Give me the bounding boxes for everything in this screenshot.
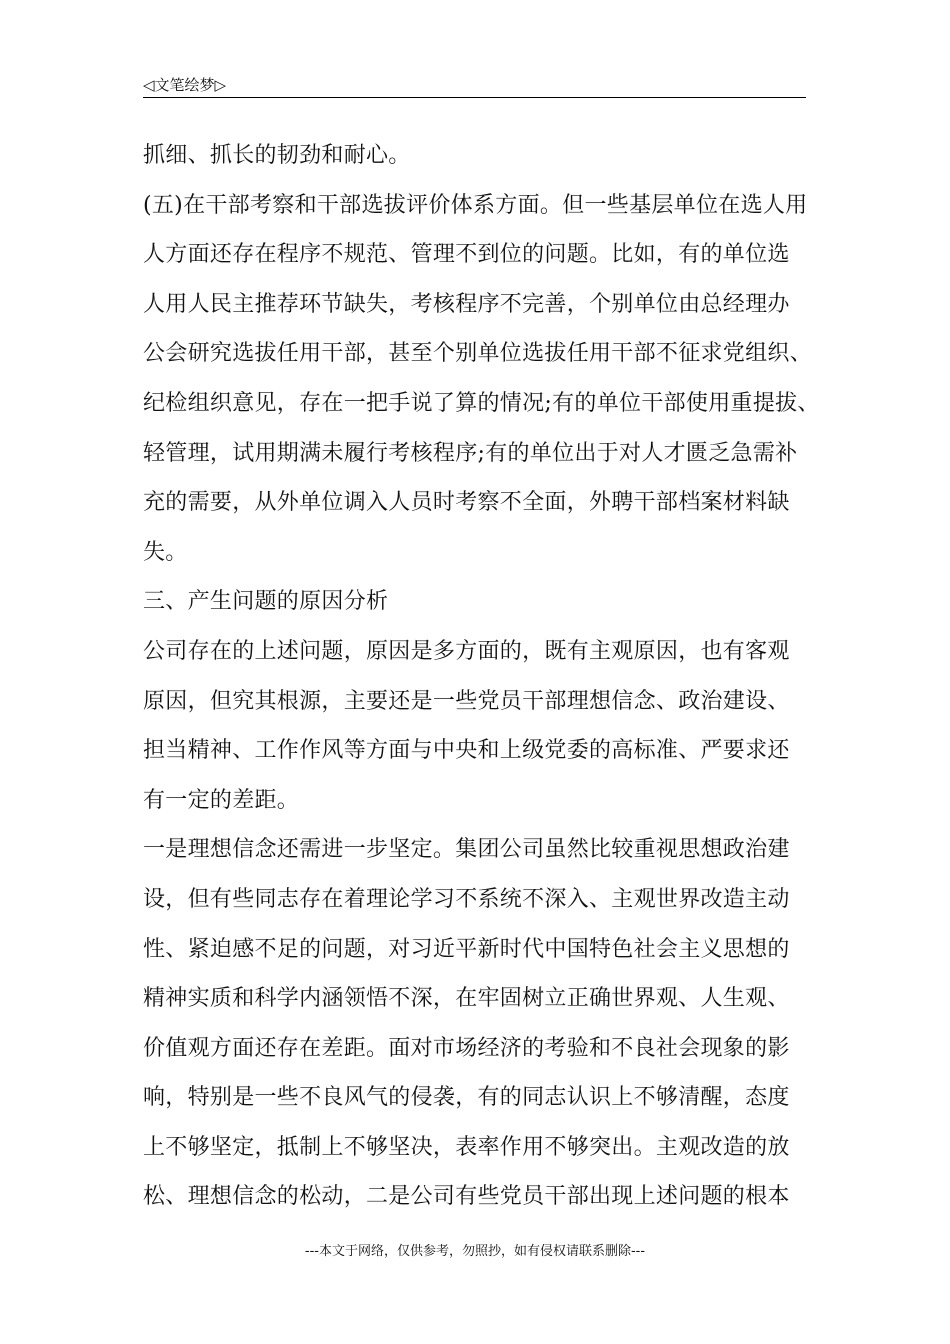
text-line: 公司存在的上述问题，原因是多方面的，既有主观原因，也有客观 <box>143 638 790 664</box>
text-line: 精神实质和科学内涵领悟不深，在牢固树立正确世界观、人生观、 <box>143 986 790 1012</box>
text-line: 一是理想信念还需进一步坚定。集团公司虽然比较重视思想政治建 <box>143 837 790 863</box>
text-line: 松、理想信念的松动，二是公司有些党员干部出现上述问题的根本 <box>143 1184 790 1210</box>
text-line: 设，但有些同志存在着理论学习不系统不深入、主观世界改造主动 <box>143 886 790 912</box>
text-line: 失。 <box>143 539 188 565</box>
page-header <box>143 72 806 98</box>
text-line: 原因，但究其根源，主要还是一些党员干部理想信念、政治建设、 <box>143 688 790 714</box>
text-line: 性、紧迫感不足的问题，对习近平新时代中国特色社会主义思想的 <box>143 936 790 962</box>
text-line: 担当精神、工作作风等方面与中央和上级党委的高标准、严要求还 <box>143 738 790 764</box>
text-line: 价值观方面还存在差距。面对市场经济的考验和不良社会现象的影 <box>143 1035 790 1061</box>
text-line: 有一定的差距。 <box>143 787 300 813</box>
document-body <box>143 131 820 1222</box>
text-line: 人用人民主推荐环节缺失，考核程序不完善，个别单位由总经理办 <box>143 291 790 317</box>
text-line: 公会研究选拔任用干部，甚至个别单位选拔任用干部不征求党组织、 <box>143 341 813 367</box>
text-line: 纪检组织意见，存在一把手说了算的情况;有的单位干部使用重提拔、 <box>143 390 820 416</box>
page-footer: ---本文于网络，仅供参考，勿照抄，如有侵权请联系删除--- <box>304 1244 646 1259</box>
text-line: 充的需要，从外单位调入人员时考察不全面，外聘干部档案材料缺 <box>143 490 790 516</box>
text-line: 上不够坚定，抵制上不够坚决，表率作用不够突出。主观改造的放 <box>143 1134 790 1160</box>
text-line: 人方面还存在程序不规范、管理不到位的问题。比如，有的单位选 <box>143 242 790 268</box>
header-title: ◁文笔绘梦▷ <box>143 76 227 94</box>
header-rule <box>143 97 806 98</box>
section-heading: 三、产生问题的原因分析 <box>143 589 389 615</box>
text-line: 轻管理，试用期满未履行考核程序;有的单位出于对人才匮乏急需补 <box>143 440 798 466</box>
text-line: (五)在干部考察和干部选拔评价体系方面。但一些基层单位在选人用 <box>143 192 808 218</box>
text-line: 响，特别是一些不良风气的侵袭，有的同志认识上不够清醒，态度 <box>143 1085 790 1111</box>
text-line: 抓细、抓长的韧劲和耐心。 <box>143 143 411 168</box>
